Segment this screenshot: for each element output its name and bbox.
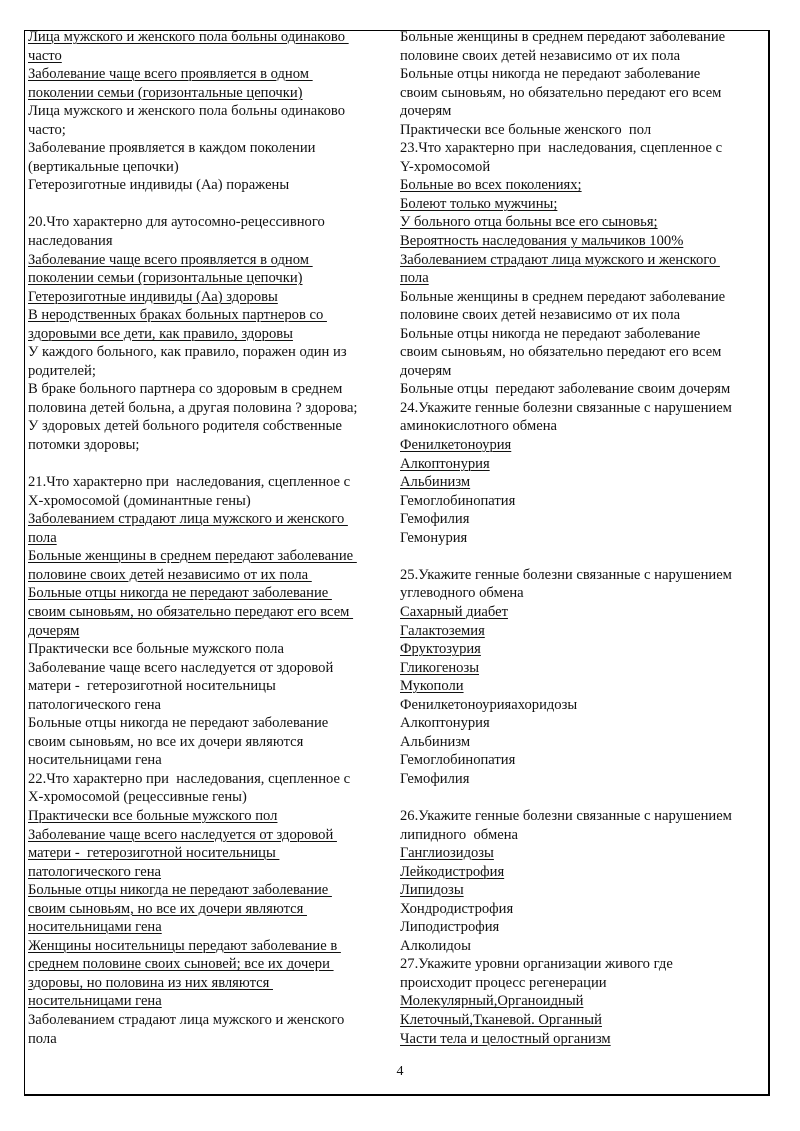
text-line: половине своих детей независимо от их пола — [28, 566, 312, 583]
text-line: Больные отцы никогда не передают заболевание — [400, 325, 701, 342]
text-line: Фруктозурия — [400, 641, 481, 658]
text-line: Гликогенозы — [400, 659, 480, 676]
text-line: Алколидоы — [400, 937, 471, 954]
text-line: половине своих детей независимо от их пола — [400, 307, 681, 324]
text-line: своим сыновьям, но все их дочери являются — [28, 733, 304, 750]
text-line: Галактоземия — [400, 622, 485, 639]
text-line: матери - гетерозиготной носительницы — [28, 678, 276, 695]
text-line: Хондродистрофия — [400, 900, 514, 917]
text-line: углеводного обмена — [400, 585, 524, 602]
text-line: В браке больного партнера со здоровым в среднем — [28, 381, 343, 398]
text-line: Мукополи — [400, 678, 464, 695]
text-line: Гетерозиготные индивиды (Аа) поражены — [28, 177, 290, 194]
text-line: происходит процесс регенерации — [400, 974, 607, 991]
text-line: У каждого больного, как правило, поражен один из — [28, 344, 347, 361]
text-line: патологического гена — [28, 863, 162, 880]
text-line — [28, 455, 396, 474]
text-line: Гетерозиготные индивиды (Аа) здоровы — [28, 288, 278, 305]
text-line: Гемоглобинопатия — [400, 492, 516, 509]
text-line: Заболеванием страдают лица мужского и женского — [28, 1011, 345, 1028]
text-line: Больные отцы передают заболевание своим дочерям — [400, 381, 731, 398]
text-line: 26.Укажите генные болезни связанные с нарушением — [400, 807, 732, 824]
page-number: 4 — [396, 1064, 404, 1079]
text-line: Практически все больные мужского пол — [28, 807, 278, 824]
left-text-column — [28, 28, 396, 1048]
text-line: Липодистрофия — [400, 919, 500, 936]
text-line: Лица мужского и женского пола больны одинаково — [28, 103, 346, 120]
text-line: своим сыновьям, но все их дочери являются — [28, 900, 307, 917]
text-line: Лица мужского и женского пола больны одинаково — [28, 29, 349, 45]
text-line: своим сыновьям, но обязательно передают его всем — [400, 344, 722, 361]
text-line: своим сыновьям, но обязательно передают его всем — [28, 603, 354, 620]
text-line: В неродственных браках больных партнеров со — [28, 307, 327, 324]
text-line: 23.Что характерно при наследования, сцепленное с — [400, 140, 723, 157]
text-line: поколении семьи (горизонтальные цепочки) — [28, 84, 303, 101]
text-line: Заболевание чаще всего проявляется в одном — [28, 251, 313, 268]
text-line: Липидозы — [400, 882, 464, 899]
text-line — [400, 788, 772, 807]
text-line: У больного отца больны все его сыновья; — [400, 214, 658, 231]
text-line: своим сыновьям, но обязательно передают его всем — [400, 84, 722, 101]
text-line: часто — [28, 47, 62, 64]
text-line: Х-хромосомой (доминантные гены) — [28, 492, 251, 509]
text-line: Части тела и целостный организм — [400, 1030, 611, 1047]
text-line: носительницами гена — [28, 993, 162, 1010]
text-line: Заболевание чаще всего наследуется от здоровой — [28, 826, 337, 843]
text-line: липидного обмена — [400, 826, 519, 843]
text-line: 25.Укажите генные болезни связанные с нарушением — [400, 566, 732, 583]
text-line: Больные отцы никогда не передают заболевание — [28, 585, 332, 602]
text-line: Альбинизм — [400, 733, 471, 750]
text-line: Вероятность наследования у мальчиков 100% — [400, 233, 684, 250]
text-line: Больные отцы никогда не передают заболевание — [28, 882, 332, 899]
text-line: Х-хромосомой (рецессивные гены) — [28, 789, 247, 806]
text-line: половина детей больна, а другая половина ? здорова; — [28, 399, 358, 416]
text-line: аминокислотного обмена — [400, 418, 558, 435]
text-line: (вертикальные цепочки) — [28, 158, 179, 175]
text-line: Y-хромосомой — [400, 158, 491, 175]
text-line: Больные женщины в среднем передают заболевание — [28, 548, 357, 565]
text-line: Сахарный диабет — [400, 603, 508, 620]
text-line: Гемофилия — [400, 511, 470, 528]
text-line: Заболеванием страдают лица мужского и женского — [28, 511, 348, 528]
text-line: родителей; — [28, 362, 96, 379]
text-line: здоровы, но половина из них являются — [28, 974, 273, 991]
text-line: Молекулярный,Органоидный — [400, 993, 584, 1010]
text-line: Алкоптонурия — [400, 455, 490, 472]
text-line: Альбинизм — [400, 474, 471, 491]
text-line: Практически все больные мужского пола — [28, 641, 284, 658]
text-line: Гемофилия — [400, 770, 470, 787]
text-line: дочерям — [400, 103, 452, 120]
text-line: 27.Укажите уровни организации живого где — [400, 956, 673, 973]
text-line: 21.Что характерно при наследования, сцепленное с — [28, 474, 351, 491]
text-line: матери - гетерозиготной носительницы — [28, 845, 280, 862]
text-line: Фенилкетоноурия — [400, 437, 512, 454]
text-line: часто; — [28, 121, 66, 138]
text-line: дочерям — [400, 362, 452, 379]
text-line: Больные женщины в среднем передают заболевание — [400, 29, 726, 45]
text-line: потомки здоровы; — [28, 437, 140, 454]
text-line: 22.Что характерно при наследования, сцепленное с — [28, 770, 351, 787]
text-line: Практически все больные женского пол — [400, 121, 652, 138]
text-line: поколении семьи (горизонтальные цепочки) — [28, 270, 303, 287]
text-line: дочерям — [28, 622, 80, 639]
text-line: пола — [400, 270, 429, 287]
text-line: патологического гена — [28, 696, 162, 713]
text-line: здоровыми все дети, как правило, здоровы — [28, 325, 293, 342]
text-line — [400, 547, 772, 566]
text-line: Больные женщины в среднем передают заболевание — [400, 288, 726, 305]
text-line: Заболевание чаще всего наследуется от здоровой — [28, 659, 334, 676]
text-line: Больные отцы никогда не передают заболевание — [400, 66, 701, 83]
text-line: носительницами гена — [28, 919, 162, 936]
text-line: среднем половине своих сыновей; все их дочери — [28, 956, 334, 973]
text-line: Заболеванием страдают лица мужского и женского — [400, 251, 720, 268]
text-line: Заболевание чаще всего проявляется в одном — [28, 66, 313, 83]
text-line: пола — [28, 529, 57, 546]
text-line: Гемонурия — [400, 529, 468, 546]
text-line: Гемоглобинопатия — [400, 752, 516, 769]
right-text-column — [400, 28, 772, 1048]
text-line: Фенилкетоноурияахоридозы — [400, 696, 578, 713]
text-line: У здоровых детей больного родителя собственные — [28, 418, 342, 435]
text-line: 20.Что характерно для аутосомно-рецессивного — [28, 214, 325, 231]
text-line: Клеточный,Тканевой. Органный — [400, 1011, 602, 1028]
text-line: Больные во всех поколениях; — [400, 177, 582, 194]
text-line: Женщины носительницы передают заболевание в — [28, 937, 341, 954]
text-line: пола — [28, 1030, 57, 1047]
text-line: Алкоптонурия — [400, 715, 490, 732]
text-line: Ганглиозидозы — [400, 845, 494, 862]
text-line: 24.Укажите генные болезни связанные с нарушением — [400, 399, 732, 416]
text-line: Заболевание проявляется в каждом поколении — [28, 140, 316, 157]
text-line: половине своих детей независимо от их пола — [400, 47, 681, 64]
text-line: Лейкодистрофия — [400, 863, 505, 880]
text-line: Болеют только мужчины; — [400, 195, 558, 212]
text-line — [28, 195, 396, 214]
text-line: носительницами гена — [28, 752, 162, 769]
text-line: наследования — [28, 233, 113, 250]
text-line: Больные отцы никогда не передают заболевание — [28, 715, 329, 732]
